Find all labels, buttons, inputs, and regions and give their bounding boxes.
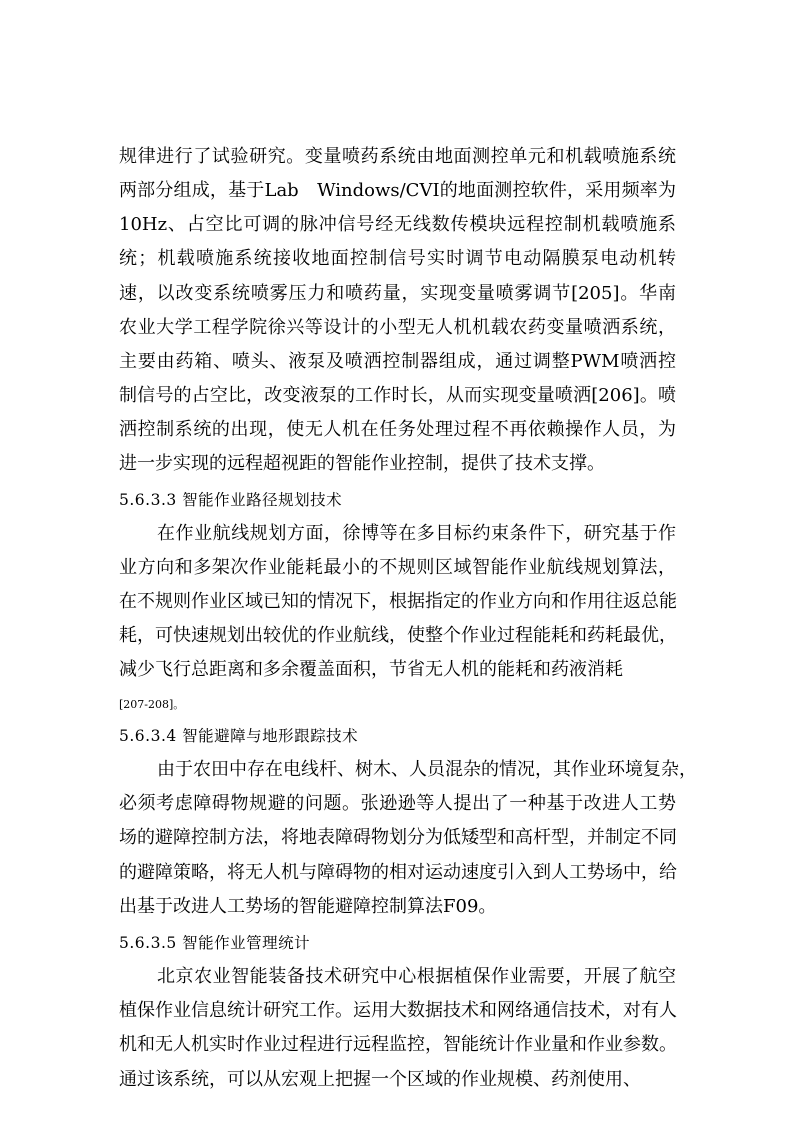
- paragraph-line: 业方向和多架次作业能耗最小的不规则区域智能作业航线规划算法，: [119, 557, 676, 578]
- paragraph-line: 速，以改变系统喷雾压力和喷药量，实现变量喷雾调节[205]。华南: [119, 283, 676, 304]
- section-heading: 5.6.3.3 智能作业路径规划技术: [119, 491, 343, 509]
- paragraph-line: 主要由药箱、喷头、液泵及喷洒控制器组成，通过调整PWM喷洒控: [119, 351, 676, 372]
- paragraph-line: 在作业航线规划方面，徐博等在多目标约束条件下，研究基于作: [157, 523, 676, 544]
- paragraph-line: 进一步实现的远程超视距的智能作业控制，提供了技术支撑。: [119, 453, 605, 474]
- paragraph-line: 规律进行了试验研究。变量喷药系统由地面测控单元和机载喷施系统: [119, 146, 676, 167]
- paragraph-line: 的避障策略，将无人机与障碍物的相对运动速度引入到人工势场中，给: [119, 862, 677, 883]
- paragraph-line: 北京农业智能装备技术研究中心根据植保作业需要，开展了航空: [157, 966, 676, 987]
- paragraph-line: 耗，可快速规划出较优的作业航线，使整个作业过程能耗和药耗最优，: [119, 625, 677, 646]
- paragraph-line: 植保作业信息统计研究工作。运用大数据技术和网络通信技术，对有人: [119, 1000, 677, 1021]
- paragraph-line: 农业大学工程学院徐兴等设计的小型无人机机载农药变量喷洒系统，: [119, 317, 676, 338]
- paragraph-line: 统；机载喷施系统接收地面控制信号实时调节电动隔膜泵电动机转: [119, 248, 676, 269]
- paragraph-line: 洒控制系统的出现，使无人机在任务处理过程不再依赖操作人员，为: [119, 419, 676, 440]
- citation: [207-208]。: [119, 698, 185, 711]
- paragraph-line: 机和无人机实时作业过程进行远程监控，智能统计作业量和作业参数。: [119, 1034, 677, 1055]
- paragraph-line: 两部分组成，基于Lab Windows/CVI的地面测控软件，采用频率为: [119, 180, 676, 201]
- paragraph-line: 由于农田中存在电线杆、树木、人员混杂的情况，其作业环境复杂，: [157, 759, 697, 780]
- paragraph-line: 通过该系统，可以从宏观上把握一个区域的作业规模、药剂使用、: [119, 1069, 641, 1090]
- paragraph-line: 必须考虑障碍物规避的问题。张逊逊等人提出了一种基于改进人工势: [119, 793, 676, 814]
- paragraph-line: 场的避障控制方法，将地表障碍物划分为低矮型和高杆型，并制定不同: [119, 827, 677, 848]
- paragraph-line: 制信号的占空比，改变液泵的工作时长，从而实现变量喷洒[206]。喷: [119, 385, 676, 406]
- section-heading: 5.6.3.5 智能作业管理统计: [119, 934, 311, 952]
- paragraph-line: 在不规则作业区域已知的情况下，根据指定的作业方向和作用往返总能: [119, 591, 677, 612]
- paragraph-line: 减少飞行总距离和多余覆盖面积，节省无人机的能耗和药液消耗: [119, 659, 623, 680]
- paragraph-line: 出基于改进人工势场的智能避障控制算法F09。: [119, 896, 497, 917]
- paragraph-line: 10Hz、占空比可调的脉冲信号经无线数传模块远程控制机载喷施系: [119, 214, 676, 235]
- section-heading: 5.6.3.4 智能避障与地形跟踪技术: [119, 727, 359, 745]
